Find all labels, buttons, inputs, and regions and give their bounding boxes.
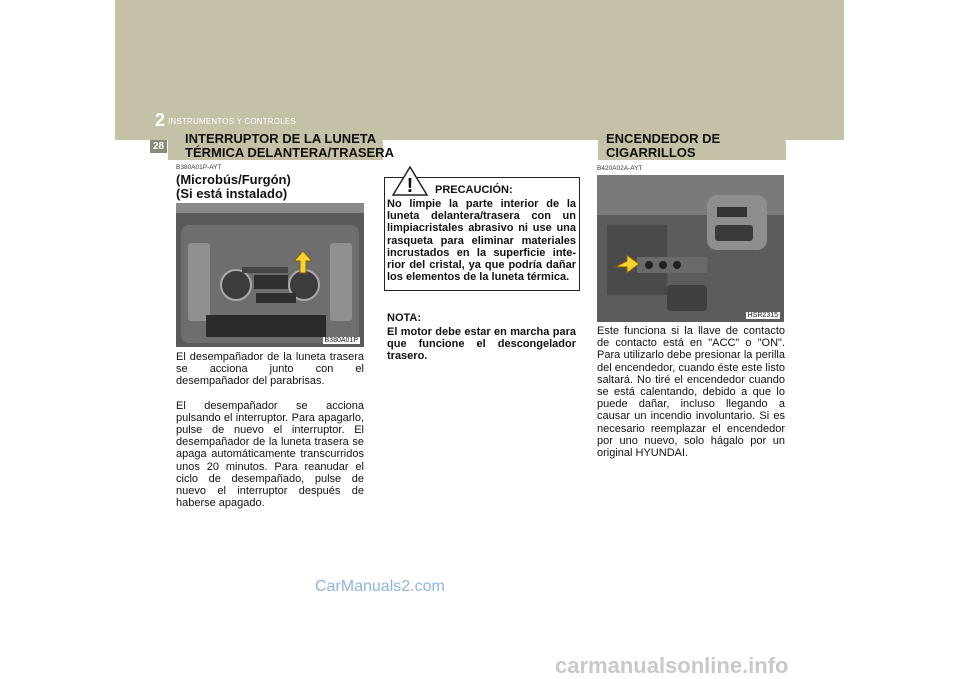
- caution-body: No limpie la parte interior de la luneta delantera/trasera con un limpiacristales abrasivo ni use una rasqueta para eliminar materiales incrustados en la superficie inte- rior del cristal, ya que podría dañar los elementos de la luneta térmica.: [387, 198, 576, 284]
- left-paragraph-1: El desempañador de la luneta trasera se acciona junto con el desempañador del parabrisas.: [176, 351, 364, 388]
- left-paragraph-2: El desempañador se acciona pulsando el interruptor. Para apagarlo, pulse de nuevo el interruptor. El desempañador de la luneta trasera se apaga automáticamente transcurridos unos 20 minutos. Para reanudar el ciclo de desempañado, pulse de nuevo el interruptor después de haberse apagado.: [176, 399, 364, 510]
- defroster-switch-photo: [176, 203, 364, 347]
- right-title-line2: CIGARRILLOS: [606, 145, 696, 160]
- left-subhead: [176, 173, 291, 201]
- subhead-line1: (Microbús/Furgón): [176, 172, 291, 187]
- right-image-label: HSR2315: [747, 312, 778, 319]
- right-section-code: B420A02A-AYT: [597, 165, 643, 172]
- subhead-line2: (Si está instalado): [176, 186, 288, 201]
- cigarette-lighter-photo: [597, 175, 784, 322]
- chapter-title: INSTRUMENTOS Y CONTROLES: [168, 117, 296, 126]
- note-body: El motor debe estar en marcha para que funcione el descongelador trasero.: [387, 326, 576, 363]
- chapter-number: 2: [155, 110, 166, 130]
- watermark-carmanuals2[interactable]: CarManuals2.com: [315, 578, 445, 595]
- header-band: [115, 0, 844, 150]
- caution-title: PRECAUCIÓN:: [435, 184, 513, 196]
- left-title-line2: TÉRMICA DELANTERA/TRASERA: [185, 145, 394, 160]
- watermark-carmanualsonline[interactable]: carmanualsonline.info: [555, 653, 789, 678]
- warning-triangle-icon: [392, 166, 428, 196]
- svg-text:!: !: [406, 175, 414, 196]
- page-number: 28: [150, 140, 167, 153]
- left-image-label: B380A01P: [324, 337, 358, 344]
- right-body-text: Este funciona si la llave de contacto de contacto está en "ACC" o "ON". Para utilizarlo debe presionar la perilla del encendedor, cuando éste este listo saltará. No tiré el encendedor cuando se está calentando, debido a que lo puede dañar, incluso llegando a causar un incendio involuntario. Si es necesario reemplazar el encendedor por uno nuevo, solo hágalo por un original HYUNDAI.: [597, 325, 785, 460]
- left-body-text: [176, 351, 364, 509]
- left-section-code: B380A01P-AYT: [176, 164, 222, 171]
- note-title: NOTA:: [387, 312, 422, 324]
- dashboard-illustration: [176, 203, 364, 347]
- left-title-line1: INTERRUPTOR DE LA LUNETA: [185, 131, 377, 146]
- right-title-line1: ENCENDEDOR DE: [606, 131, 721, 146]
- console-illustration: [597, 175, 784, 322]
